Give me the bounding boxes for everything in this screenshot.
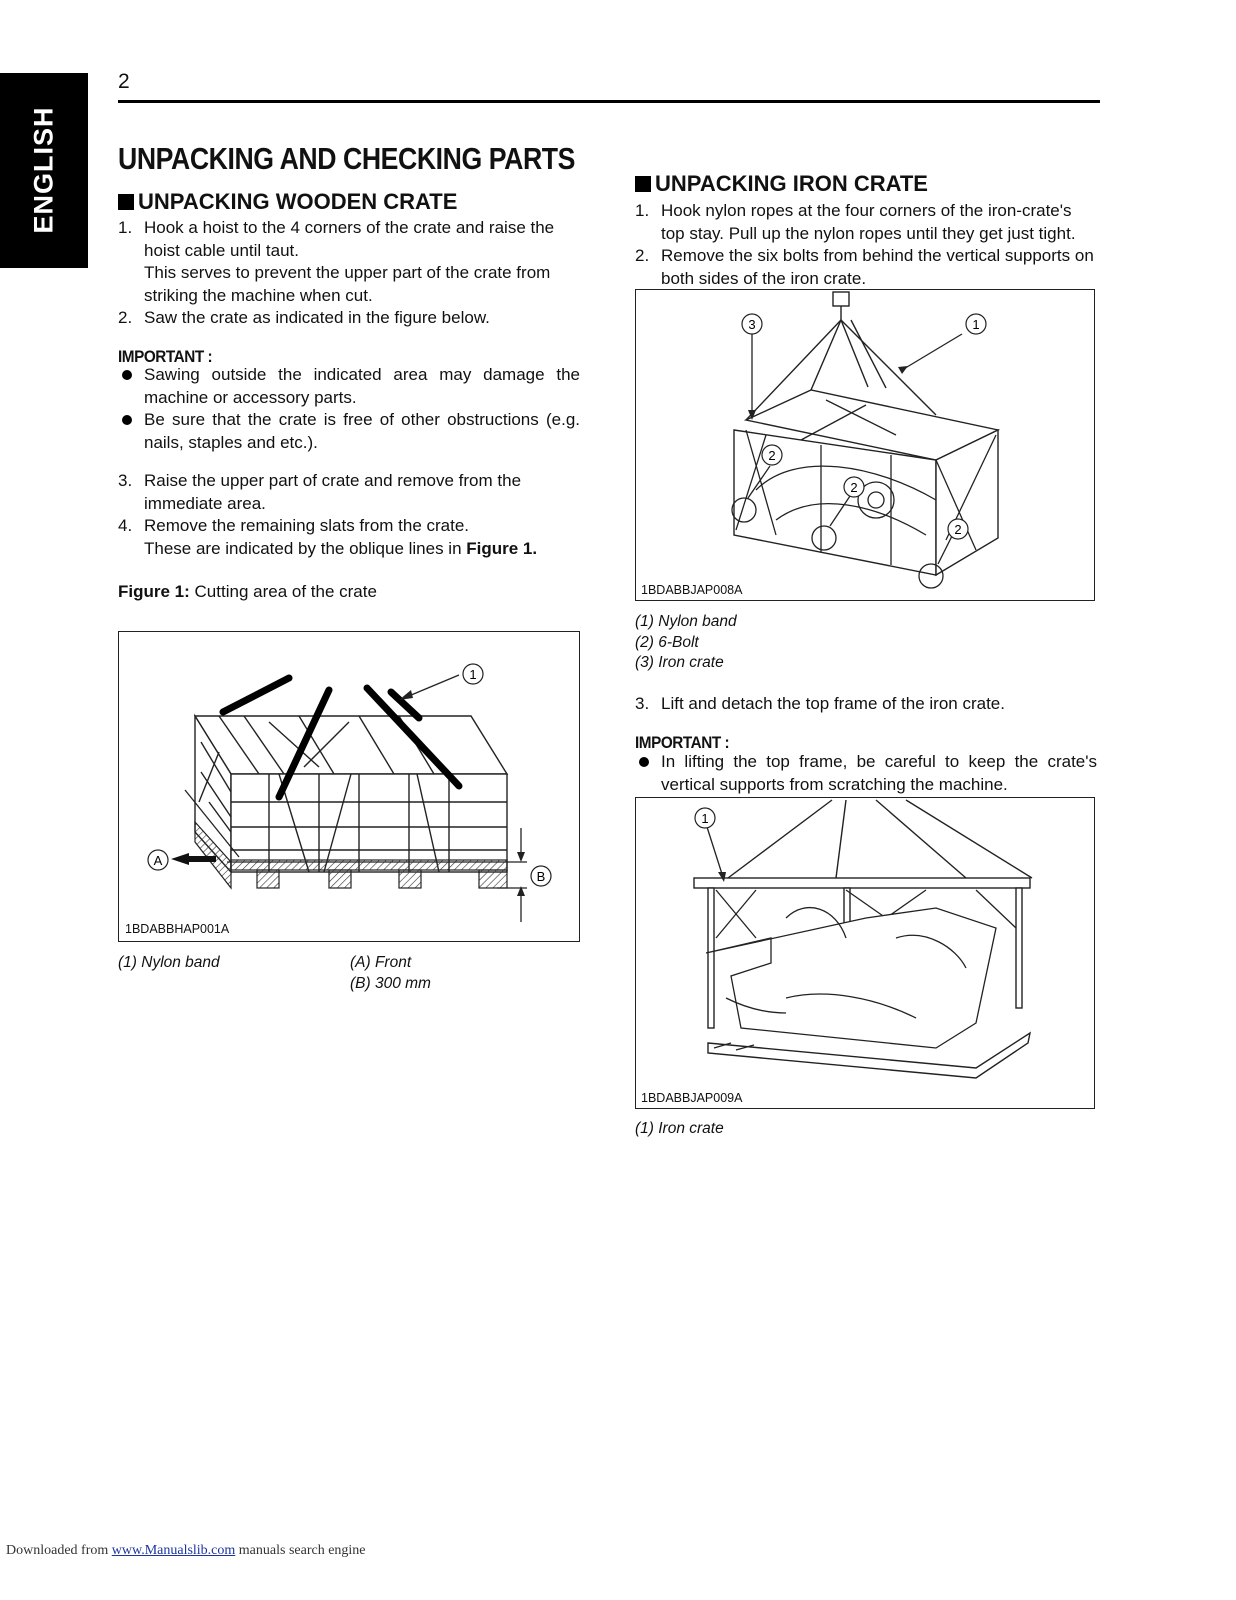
figure-code: 1BDABBJAP009A xyxy=(641,1091,743,1105)
crate-body xyxy=(195,716,507,872)
step-number: 1. xyxy=(118,218,133,237)
step-number: 2. xyxy=(118,308,133,327)
download-footer xyxy=(6,1543,366,1559)
figure-code: 1BDABBHAP001A xyxy=(125,922,230,936)
bullet-item: Sawing outside the indicated area may damage the machine or accessory parts. xyxy=(118,364,580,409)
bullet-item: Be sure that the crate is free of other obstructions (e.g. nails, staples and etc.). xyxy=(118,409,580,454)
figure-iron-captions xyxy=(635,612,737,674)
wooden-crate-illustration xyxy=(119,632,579,941)
square-bullet-icon xyxy=(118,194,134,210)
iron-step-3 xyxy=(635,693,1097,716)
step-item xyxy=(118,217,580,307)
wooden-steps-a xyxy=(118,217,580,330)
footer-suffix: manuals search engine xyxy=(235,1543,366,1558)
section-heading-iron-crate xyxy=(635,171,928,197)
section-heading-wooden-crate xyxy=(118,189,457,215)
figure-iron-crate-frame xyxy=(635,797,1095,1109)
step-number: 3. xyxy=(635,694,650,713)
step-item xyxy=(118,515,580,560)
section-heading-text: UNPACKING WOODEN CRATE xyxy=(138,189,458,214)
wooden-steps-b xyxy=(118,470,580,560)
caption-item: (1) Iron crate xyxy=(635,1120,724,1137)
caption-item: (A) Front xyxy=(350,954,412,971)
step-text: Remove the six bolts from behind the vertical supports on both sides of the iron crate. xyxy=(661,246,1094,288)
front-arrow-icon xyxy=(171,853,189,865)
square-bullet-icon xyxy=(635,176,651,192)
header-rule xyxy=(118,100,1100,103)
step-item xyxy=(118,307,580,330)
important-label: IMPORTANT : xyxy=(118,347,213,366)
caption-item: (3) Iron crate xyxy=(635,654,724,671)
step-text: Raise the upper part of crate and remove from the immediate area. xyxy=(144,471,522,513)
figure-1-title xyxy=(118,581,377,604)
lift-ropes xyxy=(728,800,1032,878)
caption-item: (1) Nylon band xyxy=(635,613,737,630)
caption-item: (2) 6-Bolt xyxy=(635,633,699,651)
figure-code: 1BDABBJAP008A xyxy=(641,583,743,597)
figure-reference: Figure 1. xyxy=(466,538,538,558)
step-number: 1. xyxy=(635,201,650,220)
step-text: Hook nylon ropes at the four corners of the iron-crate's top stay. Pull up the nylon ropes until they get just tight. xyxy=(661,201,1076,243)
step-number: 4. xyxy=(118,516,133,535)
footer-prefix: Downloaded from xyxy=(6,1543,112,1558)
callout-1-label: 1 xyxy=(469,667,477,682)
step-item xyxy=(635,693,1097,716)
wooden-important-bullets xyxy=(118,364,580,454)
callout-3-label: 3 xyxy=(748,317,756,332)
figure-iron-frame-captions xyxy=(635,1119,724,1140)
bullet-item: In lifting the top frame, be careful to keep the crate's vertical supports from scratching the machine. xyxy=(635,751,1097,796)
step-number: 3. xyxy=(118,471,133,490)
page-title: UNPACKING AND CHECKING PARTS xyxy=(118,141,575,176)
language-tab-label: ENGLISH xyxy=(28,106,59,234)
iron-steps xyxy=(635,200,1097,290)
figure-iron-crate-hoist xyxy=(635,289,1095,601)
callout-leader xyxy=(707,827,722,874)
dimension-arrow-down-icon xyxy=(517,852,525,862)
callout-leader xyxy=(404,675,459,698)
callout-2-label: 2 xyxy=(954,522,962,537)
callout-a-label: A xyxy=(153,853,163,868)
iron-crate-frame xyxy=(734,390,998,575)
caption-item: (B) 300 mm xyxy=(350,974,431,992)
callout-b-label: B xyxy=(536,869,546,884)
caption-item: (1) Nylon band xyxy=(118,954,220,971)
callout-1-label: 1 xyxy=(701,811,709,826)
callout-arrowhead xyxy=(399,690,413,700)
step-subtext: This serves to prevent the upper part of the crate from striking the machine when cut. xyxy=(144,263,551,305)
callout-2-label: 2 xyxy=(850,480,858,495)
figure-label: Figure 1: xyxy=(118,582,190,601)
manualslib-link[interactable]: www.Manualslib.com xyxy=(111,1543,236,1558)
step-text: Remove the remaining slats from the crate. xyxy=(144,516,470,535)
page-number: 2 xyxy=(118,70,130,93)
iron-important-bullets xyxy=(635,751,1097,796)
section-heading-text: UNPACKING IRON CRATE xyxy=(655,171,928,196)
iron-crate-frame-illustration xyxy=(636,798,1094,1108)
step-item xyxy=(118,470,580,515)
step-item xyxy=(635,245,1097,290)
callout-2-label: 2 xyxy=(768,448,776,463)
figure-title-text: Cutting area of the crate xyxy=(194,582,377,601)
step-text: Saw the crate as indicated in the figure below. xyxy=(144,308,490,327)
figure-1-captions-right xyxy=(350,953,431,994)
figure-wooden-crate xyxy=(118,631,580,942)
machine-under-cover xyxy=(706,908,996,1048)
step-item xyxy=(635,200,1097,245)
step-subtext: These are indicated by the oblique lines in xyxy=(144,538,467,558)
step-text: Lift and detach the top frame of the iron crate. xyxy=(661,694,1005,713)
step-text: Hook a hoist to the 4 corners of the crate and raise the hoist cable until taut. xyxy=(144,218,555,260)
figure-1-captions-left xyxy=(118,953,220,974)
step-number: 2. xyxy=(635,246,650,265)
front-arrow-shaft xyxy=(188,856,216,862)
callout-1-label: 1 xyxy=(972,317,980,332)
important-label: IMPORTANT : xyxy=(635,733,730,752)
iron-crate-hoist-illustration xyxy=(636,290,1094,600)
language-tab xyxy=(0,73,88,268)
